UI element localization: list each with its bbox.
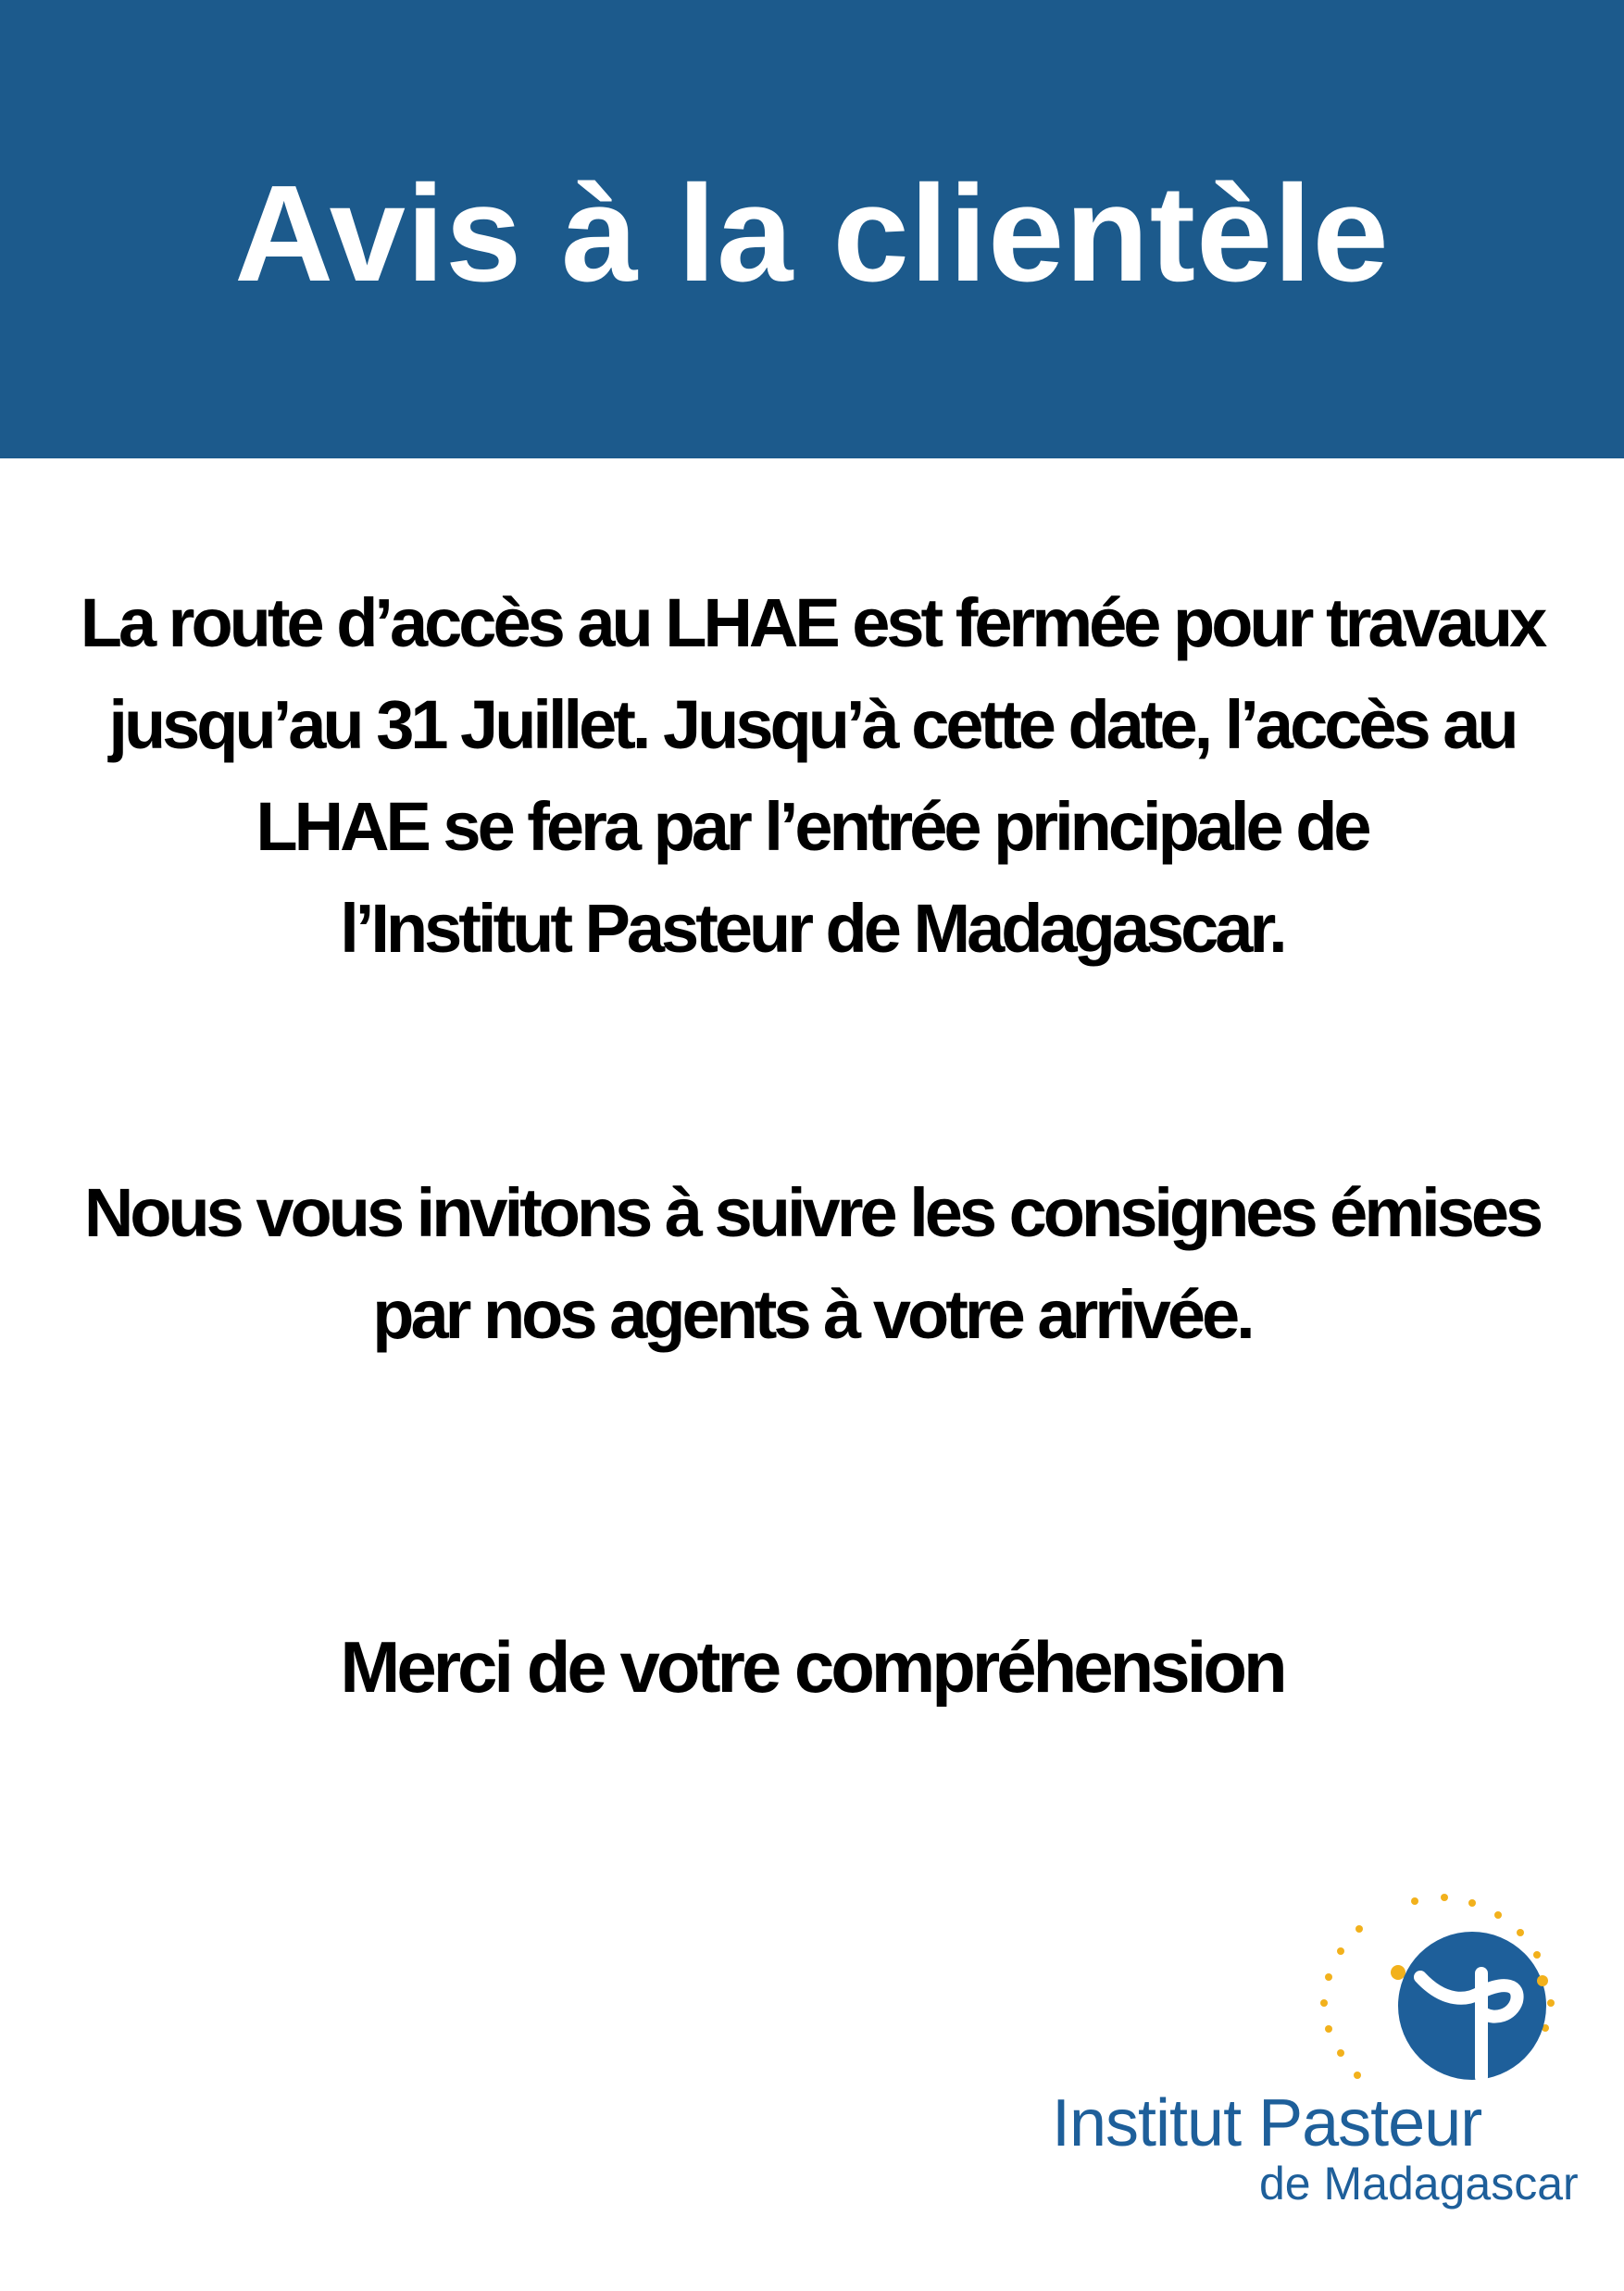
page-title: Avis à la clientèle	[234, 157, 1390, 310]
notice-line: LHAE se fera par l’entrée principale de	[256, 788, 1368, 865]
logo-name: Institut Pasteur	[1052, 2086, 1482, 2160]
header-band	[0, 0, 1624, 458]
institut-pasteur-logo	[1046, 1884, 1602, 2273]
notice-closing	[0, 1616, 1624, 1718]
notice-line: La route d’accès au LHAE est fermée pour travaux	[80, 584, 1544, 661]
logo-subtitle: de Madagascar	[1259, 2158, 1579, 2210]
institut-pasteur-emblem-icon	[1046, 1884, 1602, 2097]
notice-line: jusqu’au 31 Juillet. Jusqu’à cette date, l’accès au	[108, 686, 1516, 763]
notice-line: l’Institut Pasteur de Madagascar.	[340, 890, 1284, 967]
notice-line: Nous vous invitons à suivre les consignes émises	[83, 1174, 1541, 1251]
notice-line: par nos agents à votre arrivée.	[372, 1276, 1252, 1353]
closing-line: Merci de votre compréhension	[340, 1626, 1284, 1708]
notice-paragraph-instructions	[0, 1162, 1624, 1366]
notice-paragraph-access	[0, 572, 1624, 980]
